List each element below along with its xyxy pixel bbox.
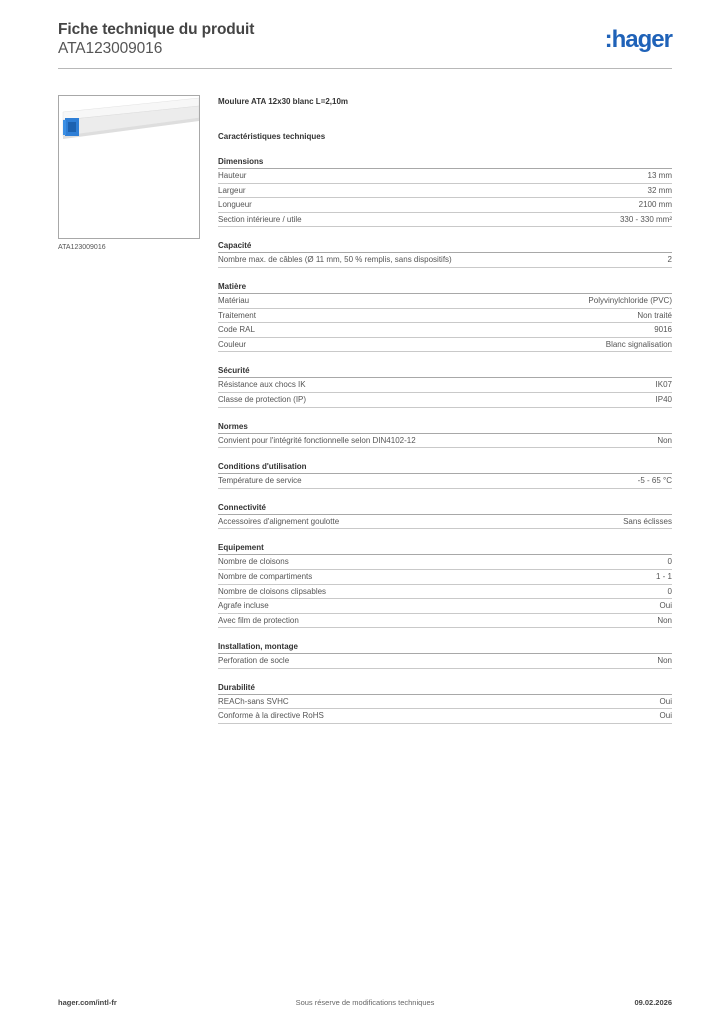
section-title: Sécurité <box>218 365 672 378</box>
spec-label: Traitement <box>218 310 256 320</box>
spec-value: 13 mm <box>647 171 672 180</box>
spec-label: Nombre max. de câbles (Ø 11 mm, 50 % remplis, sans dispositifs) <box>218 255 452 265</box>
spec-row <box>218 309 672 324</box>
spec-value: 0 <box>667 557 672 567</box>
tech-characteristics-title: Caractéristiques techniques <box>218 132 326 141</box>
product-name: Moulure ATA 12x30 blanc L=2,10m <box>218 97 349 106</box>
spec-label: Convient pour l'intégrité fonctionnelle selon DIN4102-12 <box>218 435 416 445</box>
spec-label: Nombre de cloisons <box>218 557 289 567</box>
product-reference: ATA123009016 <box>58 40 163 57</box>
spec-section <box>218 240 672 268</box>
footer-date: 09.02.2026 <box>634 998 672 1007</box>
section-title: Equipement <box>218 542 672 555</box>
spec-value: Non traité <box>637 310 672 320</box>
spec-label: Résistance aux chocs IK <box>218 380 306 390</box>
spec-row <box>218 198 672 213</box>
spec-row <box>218 585 672 600</box>
spec-content <box>218 96 672 724</box>
spec-label: Classe de protection (IP) <box>218 394 307 404</box>
spec-label: Nombre de compartiments <box>218 571 313 581</box>
spec-label: Couleur <box>218 339 247 349</box>
cable-duct-illustration <box>59 96 199 238</box>
spec-row <box>218 323 672 338</box>
spec-value: Polyvinylchloride (PVC) <box>588 295 672 305</box>
spec-row <box>218 434 672 449</box>
spec-value: 330 - 330 mm² <box>619 214 672 224</box>
spec-value: 32 mm <box>647 185 672 195</box>
page-footer <box>58 998 672 1010</box>
spec-row <box>218 474 672 489</box>
spec-label: REACh-sans SVHC <box>218 696 289 706</box>
spec-section <box>218 542 672 628</box>
hager-logo: :hager <box>604 26 672 53</box>
spec-value: 2 <box>667 255 672 265</box>
spec-label: Température de service <box>218 476 302 486</box>
spec-section <box>218 421 672 449</box>
spec-value: Non <box>657 656 672 666</box>
spec-label: Longueur <box>218 200 252 210</box>
spec-row <box>218 654 672 669</box>
spec-value: IK07 <box>655 380 672 390</box>
spec-section <box>218 281 672 352</box>
spec-value: 9016 <box>654 325 672 335</box>
spec-row <box>218 338 672 353</box>
spec-sections <box>218 156 672 724</box>
spec-value: 2100 mm <box>638 200 672 210</box>
spec-section <box>218 156 672 227</box>
spec-value: 0 <box>667 586 672 596</box>
section-title: Conditions d'utilisation <box>218 461 672 474</box>
spec-row <box>218 709 672 724</box>
product-image <box>58 95 200 239</box>
spec-row <box>218 695 672 710</box>
spec-value: Non <box>657 615 672 625</box>
spec-label: Accessoires d'alignement goulotte <box>218 516 340 526</box>
spec-row <box>218 213 672 228</box>
section-title: Connectivité <box>218 502 672 515</box>
spec-section <box>218 502 672 530</box>
spec-value: IP40 <box>655 394 672 404</box>
footer-disclaimer: Sous réserve de modifications techniques <box>295 998 435 1007</box>
spec-value: Blanc signalisation <box>605 339 672 349</box>
spec-row <box>218 184 672 199</box>
spec-label: Perforation de socle <box>218 656 290 666</box>
spec-row <box>218 570 672 585</box>
section-title: Matière <box>218 281 672 294</box>
spec-label: Matériau <box>218 295 250 305</box>
spec-row <box>218 555 672 570</box>
section-title: Capacité <box>218 240 672 253</box>
spec-row <box>218 393 672 408</box>
footer-website: hager.com/intl-fr <box>58 998 117 1007</box>
section-title: Durabilité <box>218 682 672 695</box>
spec-section <box>218 641 672 669</box>
spec-value: -5 - 65 °C <box>637 476 672 486</box>
spec-row <box>218 378 672 393</box>
spec-label: Code RAL <box>218 325 255 335</box>
section-title: Normes <box>218 421 672 434</box>
page-title: Fiche technique du produit <box>58 21 255 38</box>
spec-label: Conforme à la directive RoHS <box>218 711 324 721</box>
spec-row <box>218 169 672 184</box>
spec-row <box>218 599 672 614</box>
spec-value: Oui <box>659 696 672 706</box>
spec-value: 1 - 1 <box>655 571 672 581</box>
spec-value: Oui <box>659 601 672 611</box>
spec-label: Nombre de cloisons clipsables <box>218 586 327 596</box>
spec-label: Section intérieure / utile <box>218 214 302 224</box>
section-title: Dimensions <box>218 156 672 169</box>
spec-value: Oui <box>659 711 672 721</box>
spec-section <box>218 682 672 724</box>
spec-label: Hauteur <box>218 171 247 180</box>
spec-row <box>218 614 672 629</box>
spec-section <box>218 365 672 407</box>
spec-label: Agrafe incluse <box>218 601 269 611</box>
spec-label: Avec film de protection <box>218 615 299 625</box>
image-caption: ATA123009016 <box>58 244 106 251</box>
spec-row <box>218 515 672 530</box>
spec-value: Non <box>657 435 672 445</box>
spec-value: Sans éclisses <box>623 516 672 526</box>
header-divider <box>58 68 672 69</box>
spec-row <box>218 253 672 268</box>
section-title: Installation, montage <box>218 641 672 654</box>
spec-row <box>218 294 672 309</box>
page-header <box>58 20 672 68</box>
spec-label: Largeur <box>218 185 246 195</box>
spec-section <box>218 461 672 489</box>
